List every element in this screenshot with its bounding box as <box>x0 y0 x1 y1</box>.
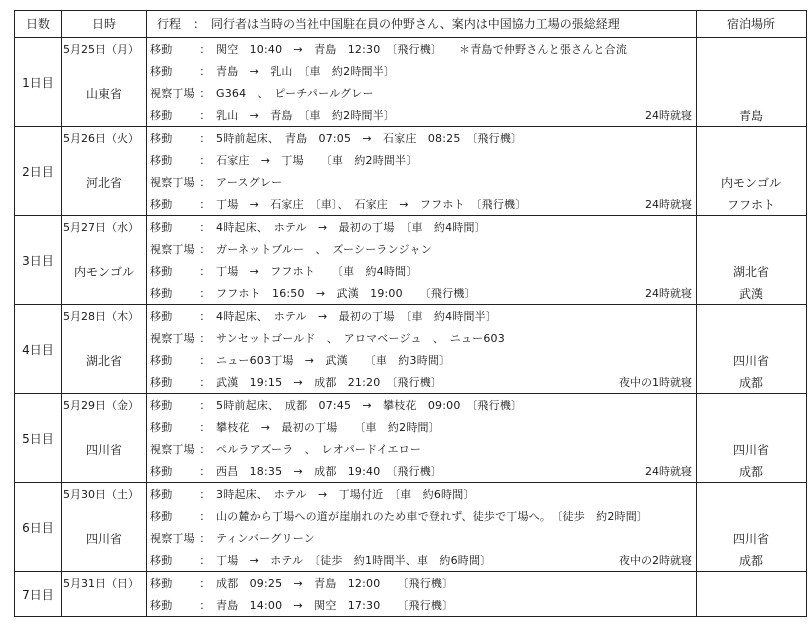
line-detail: ティンバーグリーン <box>216 532 315 545</box>
table-border <box>696 10 697 617</box>
line-separator: ： <box>199 43 211 56</box>
line-category: 移動 <box>150 221 173 234</box>
line-category: 移動 <box>150 399 173 412</box>
table-border <box>14 482 807 483</box>
table-border <box>14 10 15 617</box>
itinerary-line <box>150 171 692 193</box>
line-separator: ： <box>199 354 211 367</box>
line-category: 移動 <box>150 599 173 612</box>
line-category: 移動 <box>150 109 173 122</box>
line-category: 視察丁場 <box>150 243 195 256</box>
line-separator: ： <box>199 243 211 256</box>
itinerary-line <box>150 527 692 549</box>
line-category: 移動 <box>150 154 173 167</box>
header-itinerary: 行程 ： 同行者は当時の当社中国駐在員の仲野さん、案内は中国協力工場の張総経理 <box>157 17 620 31</box>
line-separator: ： <box>199 443 211 456</box>
line-separator: ： <box>199 577 211 590</box>
line-category: 移動 <box>150 65 173 78</box>
line-detail: 石家庄 → 丁場 〔車 約2時間半〕 <box>216 154 418 167</box>
itinerary-line <box>150 216 692 238</box>
day-label: 3日目 <box>22 253 54 268</box>
line-category: 視察丁場 <box>150 87 195 100</box>
day-date: 5月25日（月） <box>63 43 139 56</box>
line-separator: ： <box>199 599 211 612</box>
line-detail: 青島 14:00 → 関空 17:30 〔飛行機〕 <box>216 599 454 612</box>
table-border <box>14 304 807 305</box>
stay-location: 湖北省 <box>732 264 769 279</box>
line-category: 移動 <box>150 510 173 523</box>
header-date: 日時 <box>91 17 116 31</box>
sleep-time-note: 夜中の1時就寝 <box>619 376 692 389</box>
itinerary-line <box>150 305 692 327</box>
itinerary-line <box>150 238 692 260</box>
line-detail: 青島 → 乳山 〔車 約2時間半〕 <box>216 65 396 78</box>
line-detail: 武漢 19:15 → 成都 21:20 〔飛行機〕 <box>216 376 443 389</box>
line-detail: アースグレー <box>216 176 283 189</box>
line-detail: 成都 09:25 → 青島 12:00 〔飛行機〕 <box>216 577 454 590</box>
header-stay: 宿泊場所 <box>726 17 775 31</box>
table-border <box>61 10 62 617</box>
table-border <box>14 126 807 127</box>
line-detail: 丁場 → フフホト 〔車 約4時間〕 <box>216 265 418 278</box>
day-date: 5月30日（土） <box>63 488 139 501</box>
line-separator: ： <box>199 176 211 189</box>
line-separator: ： <box>199 554 211 567</box>
line-detail: 関空 10:40 → 青島 12:30 〔飛行機〕 ＊青島で仲野さんと張さんと合流 <box>216 43 628 56</box>
line-category: 移動 <box>150 265 173 278</box>
stay-location: 四川省 <box>732 531 769 546</box>
line-detail: 4時起床、 ホテル → 最初の丁場 〔車 約4時間半〕 <box>216 310 498 323</box>
itinerary-line <box>150 594 692 616</box>
line-detail: 4時起床、 ホテル → 最初の丁場 〔車 約4時間〕 <box>216 221 486 234</box>
itinerary-line <box>150 82 692 104</box>
line-separator: ： <box>199 376 211 389</box>
itinerary-line <box>150 349 692 371</box>
line-separator: ： <box>199 332 211 345</box>
itinerary-line <box>150 38 692 60</box>
line-separator: ： <box>199 510 211 523</box>
stay-location: フフホト <box>726 197 775 212</box>
stay-location: 成都 <box>738 553 763 568</box>
line-detail: サンセットゴールド 、 アロマベージュ 、 ニュー603 <box>216 332 505 345</box>
sleep-time-note: 夜中の2時就寝 <box>619 554 692 567</box>
day-date: 5月27日（水） <box>63 221 139 234</box>
day-province: 内モンゴル <box>73 264 134 279</box>
line-detail: ガーネットブルー 、 ズーシーランジャン <box>216 243 432 256</box>
day-province: 四川省 <box>85 531 122 546</box>
itinerary-line <box>150 60 692 82</box>
line-separator: ： <box>199 87 211 100</box>
line-category: 移動 <box>150 198 173 211</box>
line-detail: ペルラアズーラ 、 レオパードイエロー <box>216 443 422 456</box>
itinerary-line <box>150 438 692 460</box>
line-category: 移動 <box>150 132 173 145</box>
line-separator: ： <box>199 310 211 323</box>
day-label: 1日目 <box>22 75 54 90</box>
line-category: 移動 <box>150 577 173 590</box>
day-date: 5月29日（金） <box>63 399 139 412</box>
line-detail: 丁場 → 石家庄 〔車〕、 石家庄 → フフホト 〔飛行機〕 <box>216 198 527 211</box>
sleep-time-note: 24時就寝 <box>645 465 692 478</box>
line-separator: ： <box>199 287 211 300</box>
table-border <box>14 10 807 11</box>
line-detail: 丁場 → ホテル 〔徒歩 約1時間半、車 約6時間〕 <box>216 554 492 567</box>
sleep-time-note: 24時就寝 <box>645 287 692 300</box>
line-detail: 3時起床、 ホテル → 丁場付近 〔車 約6時間〕 <box>216 488 475 501</box>
line-category: 移動 <box>150 465 173 478</box>
table-border <box>14 616 807 617</box>
itinerary-line <box>150 127 692 149</box>
line-category: 移動 <box>150 310 173 323</box>
line-detail: 5時前起床、 成都 07:45 → 攀枝花 09:00 〔飛行機〕 <box>216 399 523 412</box>
line-separator: ： <box>199 154 211 167</box>
itinerary-line <box>150 505 692 527</box>
line-detail: 乳山 → 青島 〔車 約2時間半〕 <box>216 109 396 122</box>
stay-location: 青島 <box>738 108 763 123</box>
line-separator: ： <box>199 198 211 211</box>
line-category: 視察丁場 <box>150 176 195 189</box>
day-province: 山東省 <box>85 86 122 101</box>
stay-location: 四川省 <box>732 442 769 457</box>
line-category: 視察丁場 <box>150 443 195 456</box>
line-separator: ： <box>199 399 211 412</box>
stay-location: 武漢 <box>738 286 763 301</box>
table-border <box>14 215 807 216</box>
line-separator: ： <box>199 421 211 434</box>
line-category: 移動 <box>150 43 173 56</box>
day-label: 7日目 <box>22 587 54 602</box>
table-border <box>14 393 807 394</box>
line-category: 視察丁場 <box>150 532 195 545</box>
line-category: 移動 <box>150 554 173 567</box>
itinerary-line <box>150 394 692 416</box>
table-border <box>14 571 807 572</box>
line-category: 移動 <box>150 488 173 501</box>
line-detail: 5時前起床、 青島 07:05 → 石家庄 08:25 〔飛行機〕 <box>216 132 523 145</box>
line-separator: ： <box>199 265 211 278</box>
line-separator: ： <box>199 65 211 78</box>
stay-location: 四川省 <box>732 353 769 368</box>
day-date: 5月26日（火） <box>63 132 139 145</box>
line-detail: 山の麓から丁場への道が崖崩れのため車で登れず、徒歩で丁場へ。 〔徒歩 約2時間〕 <box>216 510 649 523</box>
stay-location: 成都 <box>738 375 763 390</box>
table-border <box>14 37 807 38</box>
day-label: 2日目 <box>22 164 54 179</box>
line-category: 移動 <box>150 287 173 300</box>
day-province: 河北省 <box>85 175 122 190</box>
line-separator: ： <box>199 488 211 501</box>
itinerary-line <box>150 483 692 505</box>
itinerary-line <box>150 327 692 349</box>
line-category: 移動 <box>150 421 173 434</box>
sleep-time-note: 24時就寝 <box>645 109 692 122</box>
itinerary-line <box>150 149 692 171</box>
stay-location: 内モンゴル <box>720 175 781 190</box>
line-separator: ： <box>199 132 211 145</box>
line-detail: ニュー603丁場 → 武漢 〔車 約3時間〕 <box>216 354 451 367</box>
table-border <box>806 10 807 617</box>
line-detail: フフホト 16:50 → 武漢 19:00 〔飛行機〕 <box>216 287 476 300</box>
line-detail: 攀枝花 → 最初の丁場 〔車 約2時間〕 <box>216 421 440 434</box>
day-date: 5月31日（日） <box>63 577 139 590</box>
line-detail: G364 、 ピーチパールグレー <box>216 87 374 100</box>
line-separator: ： <box>199 465 211 478</box>
day-province: 湖北省 <box>85 353 122 368</box>
line-separator: ： <box>199 532 211 545</box>
line-separator: ： <box>199 109 211 122</box>
line-separator: ： <box>199 221 211 234</box>
table-border <box>146 10 147 617</box>
day-province: 四川省 <box>85 442 122 457</box>
stay-location: 成都 <box>738 464 763 479</box>
line-category: 移動 <box>150 376 173 389</box>
header-day: 日数 <box>25 17 50 31</box>
itinerary-line <box>150 260 692 282</box>
line-detail: 西昌 18:35 → 成都 19:40 〔飛行機〕 <box>216 465 443 478</box>
sleep-time-note: 24時就寝 <box>645 198 692 211</box>
line-category: 視察丁場 <box>150 332 195 345</box>
itinerary-line <box>150 416 692 438</box>
day-date: 5月28日（木） <box>63 310 139 323</box>
day-label: 4日目 <box>22 342 54 357</box>
itinerary-line <box>150 572 692 594</box>
line-category: 移動 <box>150 354 173 367</box>
day-label: 5日目 <box>22 431 54 446</box>
day-label: 6日目 <box>22 520 54 535</box>
